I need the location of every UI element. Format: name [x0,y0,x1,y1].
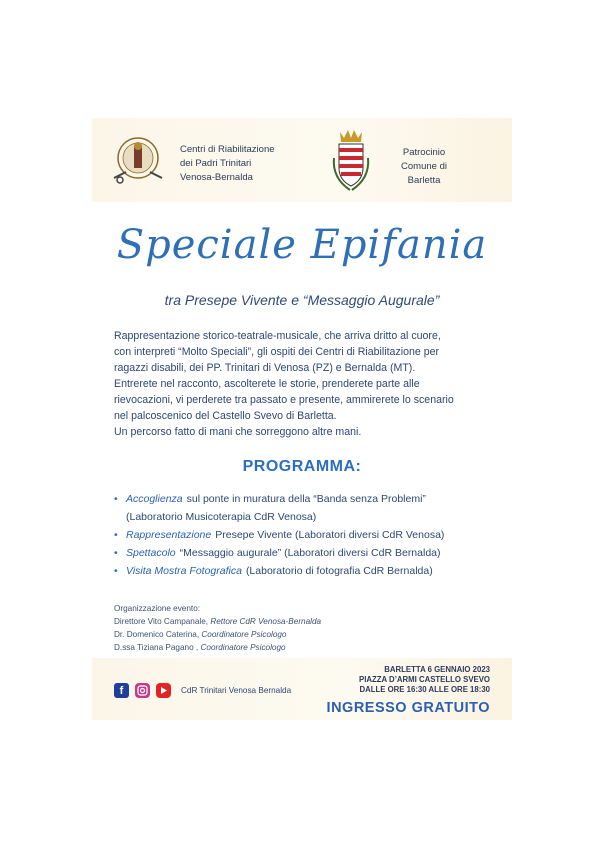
patronage-text [392,146,456,188]
social-handle: CdR Trinitari Venosa Bernalda [181,686,292,695]
programma-item-text: sul ponte in muratura della “Banda senza Problemi” [186,493,426,505]
bullet: • [114,547,118,559]
credit-role: Rettore CdR Venosa-Bernalda [210,617,322,626]
youtube-icon[interactable] [156,683,171,698]
description-line: rievocazioni, vi perderete tra passato e presente, ammirerete lo scenario [114,394,454,406]
credit-line [114,615,321,628]
programma-item-text: (Laboratorio Musicoterapia CdR Venosa) [126,511,317,523]
organization-name [180,143,275,185]
programma-item-title: Accoglienza [126,493,183,505]
event-title: Speciale Epifania [116,222,488,268]
facebook-icon[interactable]: f [114,683,129,698]
event-date: BARLETTA 6 GENNAIO 2023 [384,665,490,674]
organization-credits [114,602,321,654]
description-line: Rappresentazione storico-teatrale-musicale, che arriva dritto al cuore, [114,330,441,342]
credit-name: D.ssa Tiziana Pagano , [114,643,199,652]
programma-item [114,544,504,562]
footer-band [92,658,512,720]
event-subtitle: tra Presepe Vivente e “Messaggio Augurale” [164,292,440,308]
credits-heading: Organizzazione evento: [114,604,201,613]
bullet [114,508,126,526]
event-description [114,328,494,440]
programma-item-title: Spettacolo [126,547,176,559]
trinitarian-seal-logo [110,132,166,188]
bullet: • [114,493,118,505]
description-line: Entrerete nel racconto, ascolterete le storie, prenderete parte alle [114,378,420,390]
programma-list [114,490,504,580]
credit-role: Coordinatore Psicologo [200,643,286,652]
patron-line: Patrocinio [402,147,446,158]
programma-item [114,526,504,544]
org-line: dei Padri Trinitari [180,158,252,169]
credit-name: Direttore Vito Campanale, [114,617,209,626]
credit-role: Coordinatore Psicologo [201,630,287,639]
free-entry-label: INGRESSO GRATUITO [326,700,490,716]
social-links [114,683,291,698]
event-location: PIAZZA D’ARMI CASTELLO SVEVO [359,675,490,684]
event-time: DALLE ORE 16:30 ALLE ORE 18:30 [359,685,490,694]
programma-heading: PROGRAMMA: [242,458,362,475]
description-line: Un percorso fatto di mani che sorreggono altre mani. [114,426,362,438]
programma-item [114,490,504,508]
description-line: ragazzi disabili, dei PP. Trinitari di Venosa (PZ) e Bernalda (MT). [114,362,416,374]
programma-item-title: Visita Mostra Fotografica [126,565,242,577]
flyer [92,118,512,720]
programma-item-title: Rappresentazione [126,529,212,541]
barletta-crest-logo [330,128,372,192]
header-band [92,118,512,202]
bullet: • [114,565,118,577]
org-line: Centri di Riabilitazione [180,144,275,155]
description-line: con interpreti “Molto Speciali”, gli ospiti dei Centri di Riabilitazione per [114,346,440,358]
bullet: • [114,529,118,541]
programma-item [114,508,504,526]
programma-item [114,562,504,580]
instagram-icon[interactable] [135,683,150,698]
description-line: nel palcoscenico del Castello Svevo di Barletta. [114,410,337,422]
programma-item-text: “Messaggio augurale” (Laboratori diversi CdR Bernalda) [179,547,441,559]
credit-line [114,641,321,654]
credit-line [114,628,321,641]
credit-name: Dr. Domenico Caterina, [114,630,200,639]
patron-line: Comune di Barletta [401,161,447,186]
event-details [359,665,490,695]
programma-item-text: (Laboratorio di fotografia CdR Bernalda) [245,565,433,577]
org-line: Venosa-Bernalda [180,172,253,183]
programma-item-text: Presepe Vivente (Laboratori diversi CdR Venosa) [215,529,445,541]
